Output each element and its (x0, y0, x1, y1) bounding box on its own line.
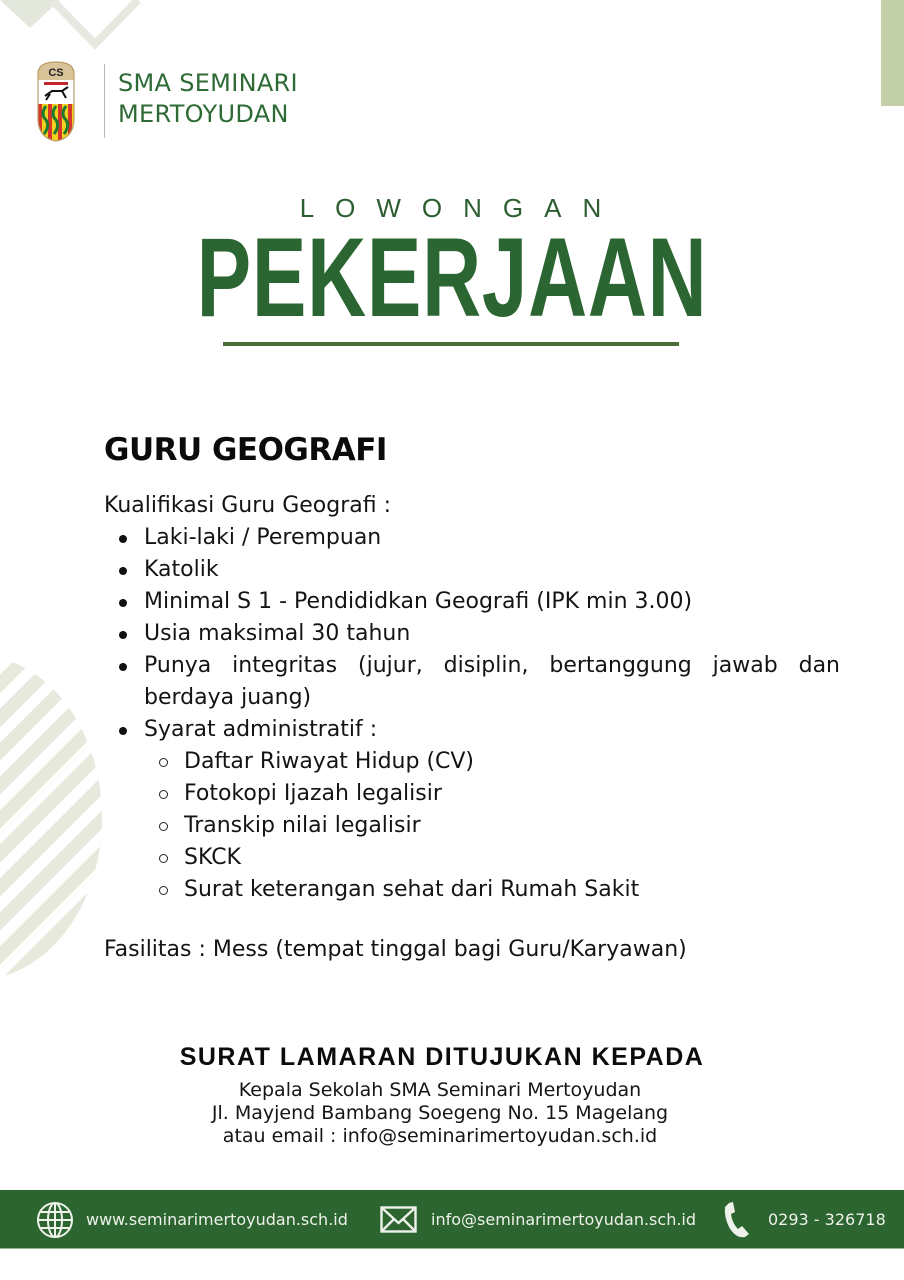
globe-icon (36, 1201, 74, 1239)
job-title: GURU GEOGRAFI (104, 432, 387, 468)
list-item: Katolik (104, 554, 840, 586)
title-kicker: LOWONGAN (299, 193, 623, 223)
qualifications-intro: Kualifikasi Guru Geografi : (104, 493, 392, 518)
list-item: Usia maksimal 30 tahun (104, 618, 840, 650)
sub-list-item: Surat keterangan sehat dari Rumah Sakit (104, 874, 840, 906)
sub-list-item: Transkip nilai legalisir (104, 810, 840, 842)
application-address (0, 1079, 880, 1148)
footer-contact-bar (0, 1190, 904, 1249)
email-link[interactable]: info@seminarimertoyudan.sch.id (431, 1210, 697, 1229)
school-name-line2: MERTOYUDAN (118, 100, 289, 128)
svg-text:CS: CS (48, 67, 64, 79)
application-line: Jl. Mayjend Bambang Soegeng No. 15 Magelang (211, 1102, 669, 1124)
school-name-line1: SMA SEMINARI (118, 69, 298, 97)
school-name (118, 68, 298, 130)
footer-email[interactable] (380, 1190, 696, 1249)
website-link[interactable]: www.seminarimertoyudan.sch.id (86, 1210, 348, 1229)
decorative-bar (881, 0, 904, 106)
list-item: Laki-laki / Perempuan (104, 522, 840, 554)
title-underline (223, 342, 679, 346)
list-item: Syarat administratif : (104, 714, 840, 746)
sub-list-item: Daftar Riwayat Hidup (CV) (104, 746, 840, 778)
footer-website[interactable] (36, 1190, 348, 1249)
application-line: atau email : info@seminarimertoyudan.sch.id (222, 1125, 658, 1147)
school-logo (36, 60, 76, 142)
decorative-chevron (0, 0, 160, 60)
envelope-icon (380, 1206, 417, 1233)
list-item: Punya integritas (jujur, disiplin, bertanggung jawab dan berdaya juang) (104, 650, 840, 714)
phone-number[interactable]: 0293 - 326718 (768, 1210, 886, 1229)
phone-icon (722, 1201, 750, 1239)
list-item: Minimal S 1 - Pendididkan Geografi (IPK min 3.00) (104, 586, 840, 618)
title-headline: PEKERJAAN (196, 215, 708, 340)
logo-divider (104, 64, 105, 138)
qualifications-list (104, 522, 840, 906)
qualifications-section (104, 490, 840, 906)
application-heading: SURAT LAMARAN DITUJUKAN KEPADA (179, 1043, 705, 1071)
footer-phone[interactable] (722, 1190, 886, 1249)
application-line: Kepala Sekolah SMA Seminari Mertoyudan (238, 1079, 642, 1101)
decorative-striped-circle (0, 655, 102, 980)
facility-text: Fasilitas : Mess (tempat tinggal bagi Guru/Karyawan) (104, 937, 687, 962)
sub-list-item: SKCK (104, 842, 840, 874)
sub-list-item: Fotokopi Ijazah legalisir (104, 778, 840, 810)
